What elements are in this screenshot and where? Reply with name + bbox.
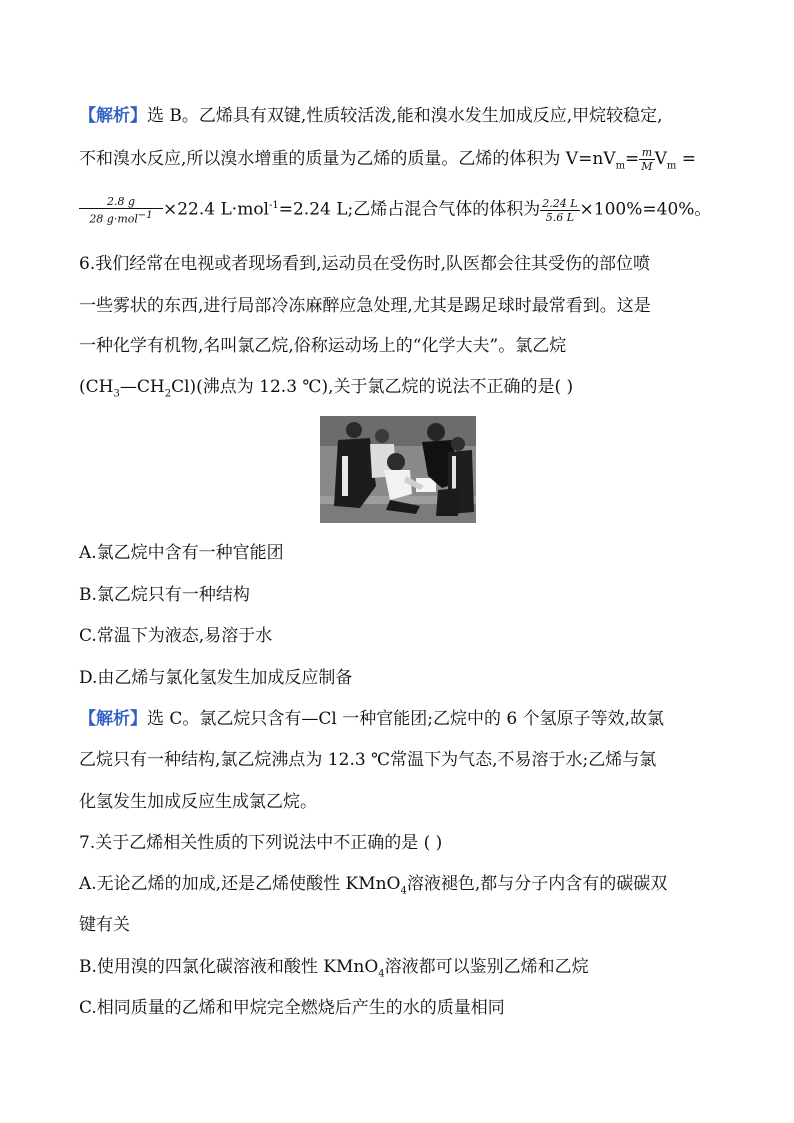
option-a-line-1	[79, 872, 754, 898]
photo-illustration	[320, 416, 476, 523]
option-text: 溶液褪色,都与分子内含有的碳碳双	[406, 874, 668, 894]
explanation-label: 【解析】	[79, 709, 147, 729]
subscript: m	[615, 160, 626, 172]
fraction-m-over-M	[639, 146, 654, 173]
question-6-line-1: 6.我们经常在电视或者现场看到,运动员在受伤时,队医都会往其受伤的部位喷	[79, 254, 651, 274]
fraction-denominator: 5.6 L	[545, 210, 575, 224]
superscript: −1	[137, 209, 153, 221]
explanation-text: 选 B。乙烯具有双键,性质较活泼,能和溴水发生加成反应,甲烷较稳定,	[147, 106, 663, 126]
fraction-numerator: 2.8 g	[79, 195, 163, 209]
option-b: B.氯乙烷只有一种结构	[79, 585, 250, 605]
formula-text: (CH	[79, 377, 114, 397]
explanation-label: 【解析】	[79, 106, 147, 126]
question-text: Cl)(沸点为 12.3 ℃),关于氯乙烷的说法不正确的是( )	[171, 377, 574, 397]
fraction-volume-ratio	[540, 197, 579, 224]
question-7-stem: 7.关于乙烯相关性质的下列说法中不正确的是 ( )	[79, 833, 443, 853]
fraction-mass-over-molar-mass	[79, 195, 163, 226]
question-6-line-3: 一种化学有机物,名叫氯乙烷,俗称运动场上的“化学大夫”。氯乙烷	[79, 336, 567, 356]
explanation-text: 选 C。氯乙烷只含有—Cl 一种官能团;乙烷中的 6 个氢原子等效,故氯	[147, 709, 665, 729]
fraction-denominator-text: 28 g·mol	[89, 212, 138, 226]
explanation-5-line-2	[79, 146, 754, 172]
question-6-line-2: 一些雾状的东西,进行局部冷冻麻醉应急处理,尤其是踢足球时最常看到。这是	[79, 296, 651, 316]
option-c: C.常温下为液态,易溶于水	[79, 626, 273, 646]
option-c: C.相同质量的乙烯和甲烷完全燃烧后产生的水的质量相同	[79, 998, 505, 1018]
option-text: 溶液都可以鉴别乙烯和乙烷	[384, 957, 589, 977]
fraction-numerator: 2.24 L	[542, 196, 578, 210]
fraction-denominator: M	[641, 160, 653, 173]
fraction-numerator: m	[639, 146, 654, 160]
explanation-6-line-1	[79, 707, 754, 733]
option-a-line-2: 键有关	[79, 915, 130, 935]
subscript: 2	[164, 388, 172, 400]
equals-sign: =	[625, 149, 640, 169]
explanation-text: =2.24 L;乙烯占混合气体的体积为	[278, 199, 541, 220]
formula-text: —CH	[119, 377, 165, 397]
superscript: -1	[268, 200, 279, 211]
football-injury-photo	[320, 416, 476, 523]
option-text: A.无论乙烯的加成,还是乙烯使酸性 KMnO	[79, 874, 401, 894]
option-text: B.使用溴的四氯化碳溶液和酸性 KMnO	[79, 957, 379, 977]
volume-symbol: V	[654, 149, 667, 169]
equals-sign: =	[676, 149, 696, 169]
explanation-5-line-1	[79, 104, 754, 130]
explanation-6-line-2: 乙烷只有一种结构,氯乙烷沸点为 12.3 ℃常温下为气态,不易溶于水;乙烯与氯	[79, 750, 657, 770]
subscript: 3	[113, 388, 120, 400]
subscript: 4	[378, 968, 385, 980]
explanation-5-line-3	[79, 194, 754, 226]
explanation-text: ×22.4 L·mol	[163, 199, 269, 220]
option-b	[79, 955, 754, 981]
option-d: D.由乙烯与氯化氢发生加成反应制备	[79, 668, 353, 688]
question-6-line-4	[79, 375, 754, 401]
explanation-text: ×100%=40%。	[579, 199, 712, 220]
option-a: A.氯乙烷中含有一种官能团	[79, 543, 284, 563]
fraction-denominator	[79, 209, 163, 226]
subscript: m	[666, 160, 677, 172]
explanation-6-line-3: 化氢发生加成反应生成氯乙烷。	[79, 792, 317, 812]
subscript: 4	[400, 885, 407, 897]
explanation-text: 不和溴水反应,所以溴水增重的质量为乙烯的质量。乙烯的体积为 V=nV	[79, 149, 616, 169]
